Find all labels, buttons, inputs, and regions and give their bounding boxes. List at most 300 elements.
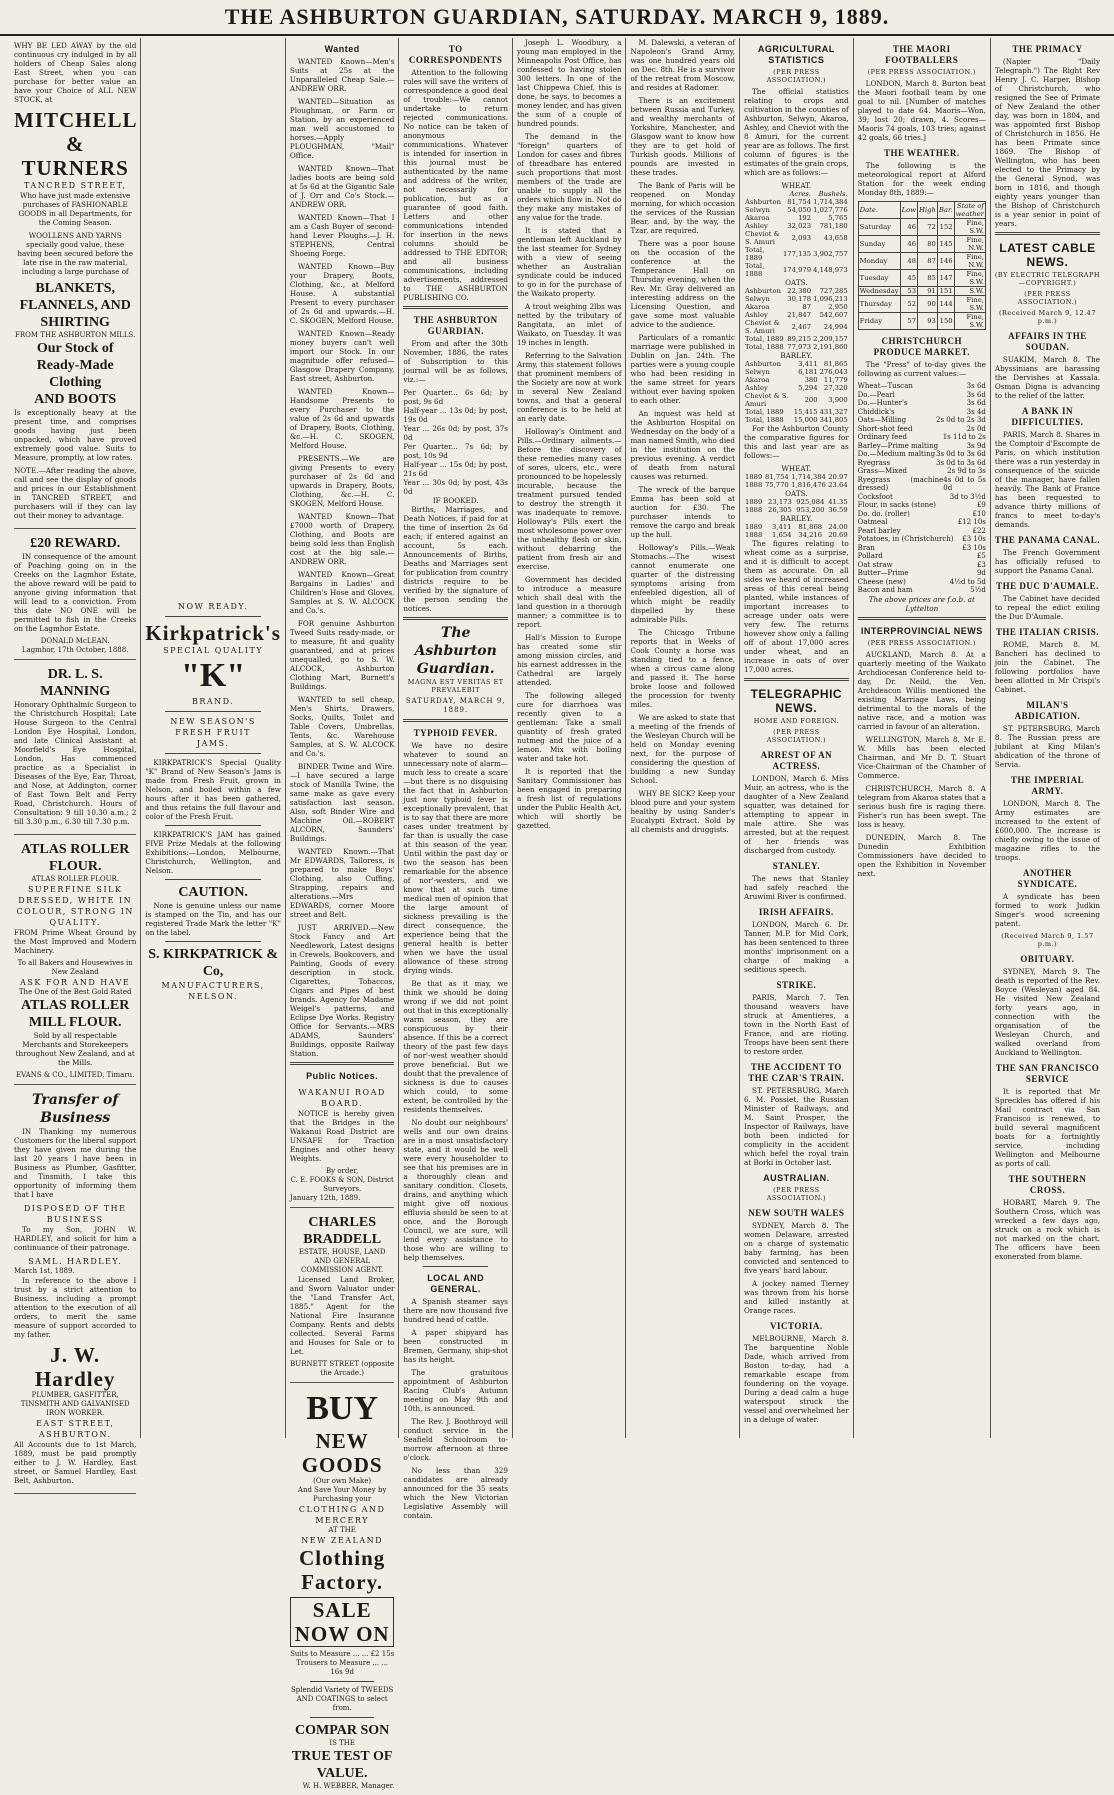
table-row (744, 368, 849, 376)
table-cell: Tuesday (858, 270, 900, 287)
braddell-sub: ESTATE, HOUSE, LAND AND GENERAL COMMISSION AGENT. (298, 1248, 386, 1274)
price-value: 3s 6d (966, 390, 986, 399)
table-cell: Akaroa (745, 303, 770, 311)
table-cell: Total, 1889 (745, 335, 784, 343)
table-row (744, 506, 849, 514)
comp-oats-table (744, 498, 849, 514)
cable-sub2: (PER PRESS ASSOCIATION.) (1017, 290, 1078, 306)
table-cell: 144 (937, 296, 954, 313)
table-cell: 3,900 (828, 396, 848, 404)
manning-ad (14, 663, 136, 835)
interprovincial-paragraph: CHRISTCHURCH, March 8. A telegram from Akaroa states that a serious bush fire is raging there. Fisher's run has been swept. The loss is heavy. (857, 783, 986, 829)
price-item: Butter—Prime (857, 569, 909, 577)
price-row (858, 586, 986, 595)
news-paragraph: Hall's Mission to Europe has created some stir among mission circles, and his earnest addresses in the Cathedral are largely attended. (516, 633, 622, 687)
table-cell: 23,173 (768, 498, 792, 506)
price-row (858, 535, 986, 544)
weather-table (858, 201, 986, 330)
price-value: 3s 0d to 3s 6d (936, 450, 986, 458)
table-cell: 146 (937, 253, 954, 270)
table-cell: 177,135 (782, 250, 812, 258)
column-2 (141, 38, 286, 1438)
wakanui-body: NOTICE is hereby given that the Bridges in the Wakanui Road District are UNSAFE for Traction Engines and other heavy Weights. (289, 1109, 395, 1163)
transfer-disposed-body: To my Son, JOHN W. HARDLEY, and solicit for him a continuance of their patronage. (14, 1225, 137, 1252)
victoria-body: MELBOURNE, March 8. The barquentine Noble Dade, which arrived from Boston to-day, had a remarkable escape from foundering on the voyage. During a dead calm a huge waterspout struck the vessel and overwhelmed her in a deluge of water. (744, 1334, 849, 1424)
table-row (744, 262, 849, 278)
kirk-title: Kirkpatrick's (145, 621, 281, 645)
column-5-paragraphs (517, 38, 622, 830)
table-cell: 151 (937, 287, 954, 296)
wakanui-order: By order, (326, 1167, 359, 1175)
telegraphic-heading: TELEGRAPHIC NEWS. (750, 687, 843, 715)
rates-list (403, 388, 508, 496)
table-cell: 81,754 (787, 198, 812, 206)
price-item: Pearl barley (857, 526, 901, 535)
mitchell-body: Who have just made extensive purchases of FASHIONABLE GOODS in all Departments, for the Coming Season. (18, 191, 132, 227)
news-paragraph: We are asked to state that a meeting of the friends of the Wesleyan Church will be held on Monday evening next, for the purpose of considering the question of building a new Sunday School. (630, 713, 736, 785)
price-value: £3 10s (962, 543, 986, 552)
wanted-notice: WANTED Known—That £7000 worth of Drapery, Clothing, and Boots are being sold less than English cost at the big sale.—ANDREW ORR. (289, 512, 395, 566)
kirk-place: NELSON. (188, 992, 238, 1001)
table-cell: Total, 1888 (745, 343, 784, 351)
transfer-disposed: DISPOSED OF THE BUSINESS (23, 1204, 127, 1224)
table-cell: 192 (798, 214, 812, 222)
price-value: 3s 6d (966, 382, 986, 390)
manning-body: Honorary Ophthalmic Surgeon to the Christchurch Hospital; Late House Surgeon to the Central London Eye Hospital, London, and late Clinical Assistant at Moorfield's Eye Hospital, London, Has commenced practice as a Specialist in Diseases of the Eye, Ear, Throat, and Nose, at Addington, corner of East Town Belt and Ferry Road, Christchurch. Hours of Consultation: 9 till 10.30 a.m.; 2 till 3.30 p.m., 6.30 till 7.30 p.m. (14, 700, 137, 826)
news-paragraph: The Bank of Paris will be reopened on Monday morning, for which occasion the services of the Russian Bear, and, by the way, the Tzar, are required. (630, 181, 736, 235)
price-item: Bacon and ham (857, 586, 913, 594)
table-cell: 46 (900, 236, 917, 253)
table-cell: Akaroa (745, 376, 770, 384)
mitchell-blankets: BLANKETS, FLANNELS, AND SHIRTING (19, 281, 131, 330)
table-cell: Ashburton (745, 287, 781, 295)
table-cell: 57 (900, 313, 917, 330)
table-cell: 81,865 (823, 360, 848, 368)
wanted-notice: WANTED Known.—That Mr EDWARDS, Tailoress, is prepared to make Boys' Clothing, also Cuffing, Strapping, repairs and alterations.—Mrs EDWARDS, corner Moore street and Belt. (289, 847, 395, 919)
table-cell: Selwyn (745, 295, 770, 303)
mitchell-stock-body: Is exceptionally heavy at the present time, and comprises goods having just been unpacked, which have proved extremely good value. Suits to Measure, promptly, at low rates. (14, 408, 137, 462)
table-cell: Akaroa (745, 214, 770, 222)
table-cell: 20.69 (828, 531, 848, 539)
trousers-price: Trousers to Measure ... ... 16s 9d (296, 1659, 389, 1676)
atlas-super: SUPERFINE SILK DRESSED, WHITE IN COLOUR, STRONG IN QUALITY. (16, 885, 134, 927)
price-item: Flour, in sacks (stone) (857, 501, 936, 509)
table-cell: 93 (918, 313, 938, 330)
interprovincial-sub: (PER PRESS ASSOCIATION.) (867, 638, 976, 647)
table-cell: 2,950 (828, 303, 848, 311)
price-item: Barley—Prime malting (857, 441, 939, 450)
hardley-ad (14, 1088, 136, 1494)
comp-barley-table (744, 523, 849, 539)
price-item: Do.—Pearl (857, 390, 895, 399)
primacy-heading: THE PRIMACY (1012, 44, 1083, 54)
suits-price: Suits to Measure ... ... £2 15s (290, 1650, 395, 1658)
table-cell: 6,181 (798, 368, 818, 376)
wanted-notice: JUST ARRIVED.—New Stock Fancy and Art Needlework, Latest designs in Crewels, Bookcovers, and Painting, Goods of every description in stock. Cigarettes, Tobaccos, Cigars and Pipes of best brands. Agency for Madame Weigel's patterns, and Eclipse Dye Works. Registry Office for Servants.—MRS ADAMS, Saunders' Buildings, opposite Railway Station. (289, 923, 395, 1058)
price-item: Do.—Hunter's (857, 399, 908, 407)
at-the: AT THE (328, 1526, 356, 1534)
table-cell: 89,215 (787, 335, 812, 343)
column-7 (740, 38, 854, 1438)
wakanui-sign: C. E. FOOKS & SON, District Surveyors. (290, 1176, 394, 1193)
victoria-heading: VICTORIA. (770, 1321, 823, 1331)
atlas-evans: EVANS & CO., LIMITED, Timaru. (15, 1071, 135, 1079)
wanted-heading: Wanted (324, 44, 360, 54)
oats-label: OATS. (785, 278, 808, 287)
price-value: 3s 6d (966, 399, 986, 407)
wanted-notice: WANTED Known—Men's Suits at 25s at the Unparalleled Cheap Sale.—ANDREW ORR. (289, 57, 395, 93)
local-paragraph: The gratuitous appointment of Ashburton Racing Club's Autumn meeting on May 9th and 10th, is announced. (403, 1368, 508, 1413)
table-row (858, 296, 985, 313)
kirk-caution-body: None is genuine unless our name is stamped on the Tin, and has our registered Trade Mark the letter "K" on the label. (145, 901, 281, 937)
table-cell: 727,285 (819, 287, 848, 295)
soudan-heading: AFFAIRS IN THE SOUDAN. (1008, 331, 1087, 352)
christchurch-body: The "Press" of to-day gives the following as current values:— (857, 360, 986, 378)
rate-line: Year ... 30s 0d; by post, 43s 0d (403, 478, 508, 496)
column-4 (399, 38, 513, 1520)
table-row (744, 222, 849, 230)
price-row (858, 391, 986, 400)
price-item: Short-shot feed (857, 424, 913, 433)
clothing-mercery: CLOTHING AND MERCERY (298, 1505, 386, 1525)
table-row (744, 376, 849, 384)
kirk-body: KIRKPATRICK'S Special Quality "K" Brand of New Season's Jams is made from Fresh Fruit, grown in Nelson, and boiled within a few hours after it has been gathered, and thus retains the full flavour and color of the Fresh Fruit. (145, 758, 281, 821)
bank-body: PARIS, March 8. Shares in the Comptoir d'Escompte de Paris, on which institution there was a run yesterday in consequence of the suicide of the manager, have fallen heavily. The Bank of France has been requested to advance thirty millions of francs to meet to-day's demands. (994, 430, 1101, 529)
barley-label: BARLEY. (780, 351, 813, 360)
kirk-jams: JAMS. (196, 739, 230, 748)
table-row (858, 253, 985, 270)
table-cell: 1889 (745, 473, 763, 481)
mitchell-mills: FROM THE ASHBURTON MILLS. (15, 331, 136, 339)
braddell-body: Licensed Land Broker, and Sworn Valuator under the "Land Transfer Act, 1885." Agent for the National Fire Insurance Company. Rents and debts collected. Several Farms and Houses for Sale or to Let. (289, 1275, 395, 1356)
paper-date: SATURDAY, MARCH 9, 1889. (405, 697, 506, 714)
table-cell: Ashley (745, 384, 768, 392)
wanted-notice: WANTED Known—That I am a Cash Buyer of second-hand Lever Ploughs.—J. H. STEPHENS, Central Shoeing Forge. (289, 213, 395, 258)
panama-body: The French Government has officially refused to support the Panama Canal. (994, 548, 1101, 575)
rates-booked: IF BOOKED. (432, 496, 479, 505)
nsw-heading: NEW SOUTH WALES (748, 1208, 845, 1218)
atlas-title: ATLAS ROLLER FLOUR. (21, 842, 130, 874)
table-cell: 5,294 (798, 384, 818, 392)
wanted-list (290, 57, 395, 1058)
news-paragraph: There is an excitement between Russia and Turkey, and wealthy merchants of Yorkshire, Manchester, and Glasgow want to know how they are to get hold of Turkish goods. Millions of pounds are invested in these trades. (630, 96, 736, 177)
strike-body: PARIS, March 7. Ten thousand weavers have struck at Amentieres, a town in the North East of France, and are rioting. Troops have been sent there to restore order. (744, 993, 849, 1056)
table-row (744, 384, 849, 392)
price-row (858, 433, 986, 442)
new-zealand: NEW ZEALAND (301, 1536, 384, 1545)
price-value: 2s 9d to 3s (947, 467, 986, 475)
price-list (858, 382, 986, 595)
table-cell: 542,607 (819, 311, 848, 319)
price-item: Ryegrass (machine dressed) (857, 475, 944, 492)
table-header (744, 190, 782, 198)
agricultural-body: The official statistics relating to crops and cultivation in the counties of Ashburton, Selwyn, Akaroa, Ashley, and Cheviot with the 8 Amuri, for the current year are as follows. The first column of figures is the estimates of the grain crops, which are as follows:— (744, 87, 849, 177)
news-paragraph: The demand in the "foreign" quarters of London for cases and fibres of threadbare has entered such proportions that most members of the trade are unable to supply all the orders which flow in. Not do they make any mistakes of any value for the trade. (516, 132, 622, 222)
table-cell: 5,765 (828, 214, 848, 222)
compar-son: COMPAR SON (295, 1723, 390, 1738)
price-item: Oat straw (857, 560, 893, 569)
table-header: Bushels. (818, 190, 848, 198)
wanted-notice: WANTED Known—Handsome Presents to every Purchaser to the value of 2s 6d and upwards of Drapery, Boots, Clothing, &c.—H. C. SKOGEN, Melford House. (289, 387, 395, 450)
table-cell: 1888 (745, 531, 763, 539)
news-paragraph: M. Dalewski, a veteran of Napoleon's Grand Army, was one hundred years old on Dec. 8th. He is a survivor of the retreat from Moscow, and resides at Radomer. (630, 38, 736, 92)
reward-title: £20 REWARD. (30, 536, 121, 551)
table-cell: 1889 (745, 523, 763, 531)
table-cell: Fine, S.W. (954, 219, 985, 236)
weather-header: Date. (858, 202, 900, 219)
table-cell: 1888 (745, 481, 763, 489)
imperial-body: LONDON, March 8. The Army estimates are increased to the extent of £600,000. The increase is chiefly owing to the issue of magazine rifles to the troops. (994, 799, 1101, 862)
news-paragraph: Holloway's Ointment and Pills.—Ordinary ailments.—Before the discovery of these remedies many cases of sores, ulcers, etc., were pronounced to be hopelessly incurable, because the treatment pursued tended to destroy the strength it was inadequate to remove. Holloway's Pills exert the most wholesome power over the unhealthy flesh or skin, without debarring the patient from fresh air and exercise. (516, 427, 622, 571)
price-item: Cheese (new) (857, 577, 906, 586)
table-row (744, 214, 849, 222)
table-cell: 81,754 (764, 473, 789, 481)
price-value: £5 (976, 552, 986, 560)
paper-motto: MAGNA EST VERITAS ET PREVALEBIT (407, 678, 504, 694)
kirk-manufacturers: MANUFACTURERS, (161, 981, 265, 990)
weather-header: Bar. (937, 202, 954, 219)
table-row (744, 246, 849, 262)
table-cell: 380 (804, 376, 818, 384)
table-row (744, 481, 849, 489)
price-item: Pollard (857, 552, 883, 560)
tsar-body: ST. PETERSBURG, March 6. M. Possiet, the Russian Minister of Railways, and M. Saint Prosper, the Inspector of Railways, have both been indicted for complicity in the accident which befel the royal train at Borki in October last. (744, 1086, 849, 1167)
wanted-notice: WANTED Known—Buy your Drapery, Boots, Clothing, &c., at Melford House. A substantial Present to every purchaser of 2s 6d and upwards.—H. C. SKOGEN, Melford House. (289, 262, 395, 325)
price-item: Do. do. (roller) (857, 509, 910, 518)
column-3 (286, 38, 400, 1790)
price-item: Ordinary feed (857, 433, 908, 441)
table-row (744, 416, 849, 424)
price-item: Oats—Milling (857, 416, 907, 424)
table-header: Acres. (789, 190, 812, 198)
guardian-rates-heading: THE ASHBURTON GUARDIAN. (413, 315, 498, 336)
table-row (744, 311, 849, 319)
kirkpatrick-ad (145, 598, 281, 1006)
price-value: £12 10s (957, 518, 986, 526)
table-cell: 2,467 (791, 323, 812, 331)
table-cell: 85 (918, 270, 938, 287)
table-cell: Monday (858, 253, 900, 270)
wanted-notice: BINDER Twine and Wire.—I have secured a large stock of Manilla Twine, the same make as gave every satisfaction last season. Also, soft Binder Wire and Machine Oil.—ROBERT ALCORN, Saunders' Buildings. (289, 762, 395, 843)
table-cell: 152 (937, 219, 954, 236)
imperial-heading: THE IMPERIAL ARMY. (1010, 775, 1085, 796)
table-cell: 1,654 (772, 531, 792, 539)
rates-notice: Births, Marriages, and Death Notices, if paid for at the time of insertion 2s 6d each; if entered against an account, 5s each. Announcements of Births, Deaths and Marriages sent for publication from country districts require to be verified by the signature of the person sending the notices. (403, 505, 508, 613)
table-cell: 72 (918, 219, 938, 236)
braddell-addr: BURNETT STREET (opposite the Arcade.) (290, 1360, 395, 1377)
price-row (858, 510, 986, 519)
hardley-ref-body: In reference to the above I trust by a strict attention to Business, including a prompt attention to the execution of all orders, to merit the same measure of support accorded to my father. (14, 1276, 137, 1339)
syndicate-body: A syndicate has been formed to work Judkin Singer's wood screening patent. (994, 892, 1101, 928)
cable-received: (Received March 9, 12.47 p.m.) (998, 309, 1096, 325)
comp-wheat-table (744, 473, 849, 489)
news-paragraph: Particulars of a romantic marriage were published in Dublin on Jan. 24th. The parties were a young couple who had been residing in the same street for years without ever having spoken to each other. (630, 333, 736, 405)
transfer-title: Transfer of Business (31, 1092, 119, 1126)
table-cell: 20.97 (828, 473, 848, 481)
soudan-body: SUAKIM, March 8. The Abyssinians are harassing the Dervishes at Kassala. Osman Digna is advancing to the relief of the latter. (994, 355, 1101, 400)
table-cell: 925,084 (796, 498, 825, 506)
table-cell: Sunday (858, 236, 900, 253)
column-9 (991, 38, 1104, 1438)
news-paragraph: Government has decided to introduce a measure which shall deal with the land question in a thorough manner; a committee is to report. (516, 575, 622, 629)
table-cell: 953,200 (796, 506, 825, 514)
price-row (858, 569, 986, 578)
table-cell: 24.00 (828, 523, 848, 531)
mitchell-firm-name: MITCHELL & TURNERS (14, 108, 138, 180)
table-cell: 341,805 (819, 416, 848, 424)
milan-body: ST. PETERSBURG, March 8. The Russian press are jubilant at King Milan's abdication of the throne of Servia. (994, 724, 1101, 769)
columns (10, 38, 1104, 1790)
webber-manager: W. H. WEBBER, Manager. (302, 1782, 395, 1790)
column-1 (10, 38, 141, 1485)
price-row (858, 552, 986, 561)
kirk-special: SPECIAL QUALITY (163, 646, 264, 655)
price-value: 9d (976, 569, 986, 577)
price-row (858, 450, 986, 459)
news-paragraph: A trout weighing 2lbs was netted by the tributary of Rangitata, an inlet of Waikato, on Tuesday. It was 19 inches in length. (516, 302, 622, 347)
table-header-row (744, 190, 849, 198)
wakanui-date: January 12th, 1889. (289, 1194, 361, 1202)
nsw-body2: A jockey named Tierney was thrown from his horse and killed instantly at Orange races. (744, 1279, 849, 1315)
table-cell: 3,902,757 (813, 250, 848, 258)
comp-barley-label: BARLEY. (780, 514, 813, 523)
table-row (744, 498, 849, 506)
price-row (858, 382, 986, 391)
price-row (858, 408, 986, 417)
typhoid-paragraph: No doubt our neighbours' wells and our own drains are in a most unsatisfactory state, and it would be well were every householder to see that his premises are in a thoroughly clean and sanitary condition. Closets, drains, and anything which might give off noxious effluvia should be seen to at once, and the Borough Council, we are sure, will lend every assistance to those who are willing to help themselves. (403, 1118, 508, 1262)
table-cell: Ashley (745, 222, 768, 230)
table-cell: 30,178 (787, 295, 812, 303)
christchurch-heading: CHRISTCHURCH PRODUCE MARKET. (873, 336, 970, 357)
table-cell: 15,415 (793, 408, 818, 416)
news-paragraph: Referring to the Salvation Army, this statement follows that prominent members of the Society are now at work in several New Zealand towns, and that a general conference is to be held at an early date. (516, 351, 622, 423)
obituary-body: SYDNEY, March 9. The death is reported of the Rev. Boyce (Wesleyan) aged 84. He visited New Zealand forty years ago, in connection with the organisation of the Wesleyan Church, and walked overland from Auckland to Wellington. (994, 967, 1101, 1057)
table-cell: 1,714,384 (813, 198, 848, 206)
local-general-list (403, 1297, 508, 1520)
table-cell: 145 (937, 236, 954, 253)
price-value: £9 (976, 501, 986, 509)
comp-wheat-label: WHEAT. (781, 464, 812, 473)
table-cell: Fine, N.W. (954, 253, 985, 270)
table-cell: 34,216 (798, 531, 823, 539)
southern-cross-heading: THE SOUTHERN CROSS. (1008, 1174, 1087, 1195)
col6-notice: WHY BE SICK? Keep your blood pure and your system healthy by using Sander's Eucalypti Extract. Sold by all chemists and druggists. (630, 789, 736, 834)
price-item: Wheat—Tuscan (857, 382, 913, 390)
price-row (858, 399, 986, 408)
syndicate-heading: ANOTHER SYNDICATE. (1017, 868, 1078, 889)
price-value: £3 (976, 560, 986, 569)
wheat-table (744, 190, 849, 278)
table-cell: Cheviot & S. Amuri (745, 319, 780, 335)
agricultural-comment: The figures relating to wheat come as a surprise, and it is difficult to accept them as accurate. On all sides we heard of increased areas of this cereal being planted, while instances of important increases to acreage under oats were very few. The returns however show only a falling off of about 17,000 acres under wheat, and an increase in oats of over 17,000 acres. (744, 539, 849, 674)
table-cell: Friday (858, 313, 900, 330)
table-row (744, 230, 849, 246)
table-cell: 77,973 (787, 343, 812, 351)
table-cell: Fine, S.W. (954, 313, 985, 330)
price-value: 3s 0d to 3s 6d (936, 458, 986, 467)
now-ready: NOW READY. (178, 602, 249, 611)
table-cell: 174,979 (782, 266, 812, 274)
rate-line: Per Quarter... 6s 6d; by post, 9s 6d (403, 388, 508, 406)
price-value: £10 (972, 509, 986, 518)
table-cell: Fine, S.W. (954, 270, 985, 287)
italian-body: ROME, March 8. M. Bancheri has declined to join the Cabinet. The following portfolios have been allotted in Mr Crispi's Cabinet. (994, 640, 1101, 694)
actress-body: LONDON, March 6. Miss Muir, an actress, who is the daughter of a New Zealand squatter, was detained for attempting to appear in male attire. She was arrested, but at the request of her friends was discharged from custody. (744, 774, 849, 855)
australian-heading: AUSTRALIAN. (763, 1173, 830, 1183)
obituary-heading: OBITUARY. (1020, 954, 1075, 964)
column-6-paragraphs (630, 38, 735, 785)
price-item: Chiddick's (857, 407, 895, 416)
table-cell: 43,658 (823, 234, 848, 242)
kirk-company: S. KIRKPATRICK & Co, (148, 947, 279, 979)
hardley-sub: PLUMBER, GASFITTER, TINSMITH AND GALVANISED IRON WORKER. (20, 1391, 130, 1417)
tsar-heading: THE ACCIDENT TO THE CZAR'S TRAIN. (748, 1062, 845, 1083)
price-value: 3s 9d (966, 441, 986, 450)
table-row (744, 295, 849, 303)
news-paragraph: There was a poor house on the occasion of the conference at the Temperance Hall on Thursday evening, when the Rev. Mr. Gray delivered an interesting address on the Licensing Question, and gave some most valuable advice to the audience. (630, 239, 736, 329)
stanley-heading: STANLEY. (772, 861, 820, 871)
table-row (744, 319, 849, 335)
price-value: 5½d (970, 586, 986, 594)
table-cell: 91 (918, 287, 938, 296)
price-row (858, 442, 986, 451)
tweeds: Splendid Variety of TWEEDS AND COATINGS to select from. (290, 1686, 394, 1712)
cable-sub: (BY ELECTRIC TELEGRAPH—COPYRIGHT.) (994, 271, 1101, 287)
price-row (858, 518, 986, 527)
reward-sign: DONALD McLEAN. (40, 637, 110, 645)
table-cell: 45 (900, 270, 917, 287)
rate-line: Half-year ... 13s 0d; by post, 19s 0d (403, 406, 508, 424)
table-row (744, 523, 849, 531)
local-paragraph: The Rev. J. Boothroyd will conduct service in the Seafield Schoolroom to-morrow afternoon at three o'clock. (403, 1417, 508, 1462)
cable-heading: LATEST CABLE NEWS. (999, 241, 1096, 269)
atlas-ask: ASK FOR AND HAVE (20, 978, 131, 987)
interprovincial-paragraph: DUNEDIN, March 8. The Dunedin Exhibition Commissioners have decided to open the Exhibition in November next. (857, 832, 986, 878)
clothing-factory: Clothing Factory. (299, 1546, 386, 1594)
table-cell: 87 (802, 303, 812, 311)
strike-heading: STRIKE. (776, 980, 817, 990)
table-cell: Total, 1888 (745, 262, 765, 278)
save-money: And Save Your Money by Purchasing your (297, 1486, 387, 1503)
table-row (744, 303, 849, 311)
new-goods: NEW GOODS (301, 1429, 383, 1477)
news-paragraph: The wreck of the barque Emma has been sold at auction for £30. The purchaser intends to remove the cargo and break up the hull. (630, 485, 736, 539)
table-cell: Ashburton (745, 198, 781, 206)
table-cell: 80 (918, 236, 938, 253)
weather-header: Low (900, 202, 917, 219)
transfer-body: IN Thanking my numerous Customers for the liberal support they have given me during the last 20 years I have been in Business as Plumber, Gasfitter, and Tinsmith, I take this opportunity of informing them that I have (14, 1127, 137, 1199)
paper-name: The Ashburton Guardian. (414, 625, 497, 677)
typhoid-article (403, 741, 508, 1262)
table-cell: 3,411 (798, 360, 818, 368)
table-cell: 147 (937, 270, 954, 287)
webber-ad (290, 1386, 395, 1795)
table-cell: 53 (900, 287, 917, 296)
price-row (858, 527, 986, 536)
table-cell: 41.35 (828, 498, 848, 506)
table-cell: 1,027,776 (813, 206, 848, 214)
price-value: £22 (972, 526, 986, 535)
news-paragraph: It is stated that a gentleman left Auckland by the last steamer for Sydney with a view of seeing whether an Australian syndicate could be induced to go in for the purchase of the Waikato property. (516, 226, 622, 298)
table-cell: 22,380 (787, 287, 812, 295)
irish-heading: IRISH AFFAIRS. (758, 907, 834, 917)
table-cell: Ashley (745, 311, 768, 319)
reward-date: Lagmhor, 17th October, 1888. (21, 646, 129, 654)
atlas-sold: Sold by all respectable Merchants and Storekeepers throughout New Zealand, and at the Mills. (15, 1031, 135, 1067)
column-8 (854, 38, 991, 1438)
australian-sub: (PER PRESS ASSOCIATION.) (766, 1186, 826, 1202)
rate-line: Half-year ... 15s 0d; by post, 21s 6d (403, 460, 508, 478)
